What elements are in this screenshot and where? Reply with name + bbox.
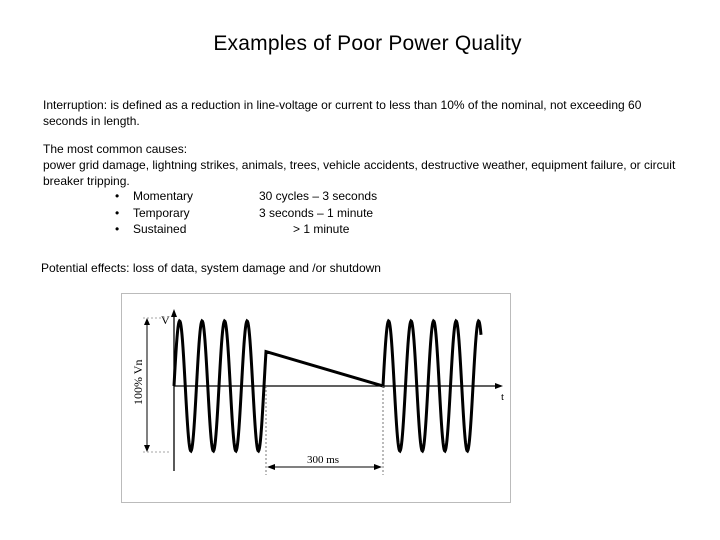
list-item bbox=[43, 188, 443, 205]
causes-section bbox=[43, 141, 683, 189]
type-duration: > 1 minute bbox=[293, 222, 350, 236]
causes-heading: The most common causes: bbox=[43, 142, 188, 156]
list-item bbox=[43, 205, 443, 222]
list-item bbox=[43, 221, 443, 238]
y-axis-label: V bbox=[161, 313, 170, 327]
causes-text: power grid damage, lightning strikes, animals, trees, vehicle accidents, destructive weather, equipment failure, or circuit breaker tripping. bbox=[43, 158, 676, 188]
duration-label: 300 ms bbox=[307, 454, 340, 466]
bullet-icon: • bbox=[115, 205, 120, 220]
x-axis-label: t bbox=[501, 391, 505, 403]
amplitude-label: 100% Vn bbox=[131, 359, 145, 405]
type-name: Temporary bbox=[133, 205, 190, 220]
bullet-icon: • bbox=[115, 222, 120, 236]
type-name: Momentary bbox=[133, 189, 194, 203]
waveform-diagram bbox=[121, 293, 511, 503]
interruption-waveform-figure bbox=[121, 293, 511, 503]
bullet-icon: • bbox=[115, 189, 120, 203]
slide-title: Examples of Poor Power Quality bbox=[213, 32, 522, 55]
interruption-definition: Interruption: is defined as a reduction in line-voltage or current to less than 10% of the nominal, not exceeding 60 seconds in length. bbox=[43, 98, 642, 128]
type-duration: 3 seconds – 1 minute bbox=[259, 205, 374, 220]
type-duration: 30 cycles – 3 seconds bbox=[259, 189, 378, 203]
potential-effects: Potential effects: loss of data, system damage and /or shutdown bbox=[41, 261, 381, 275]
interruption-types-list bbox=[43, 188, 443, 238]
type-name: Sustained bbox=[133, 222, 187, 236]
